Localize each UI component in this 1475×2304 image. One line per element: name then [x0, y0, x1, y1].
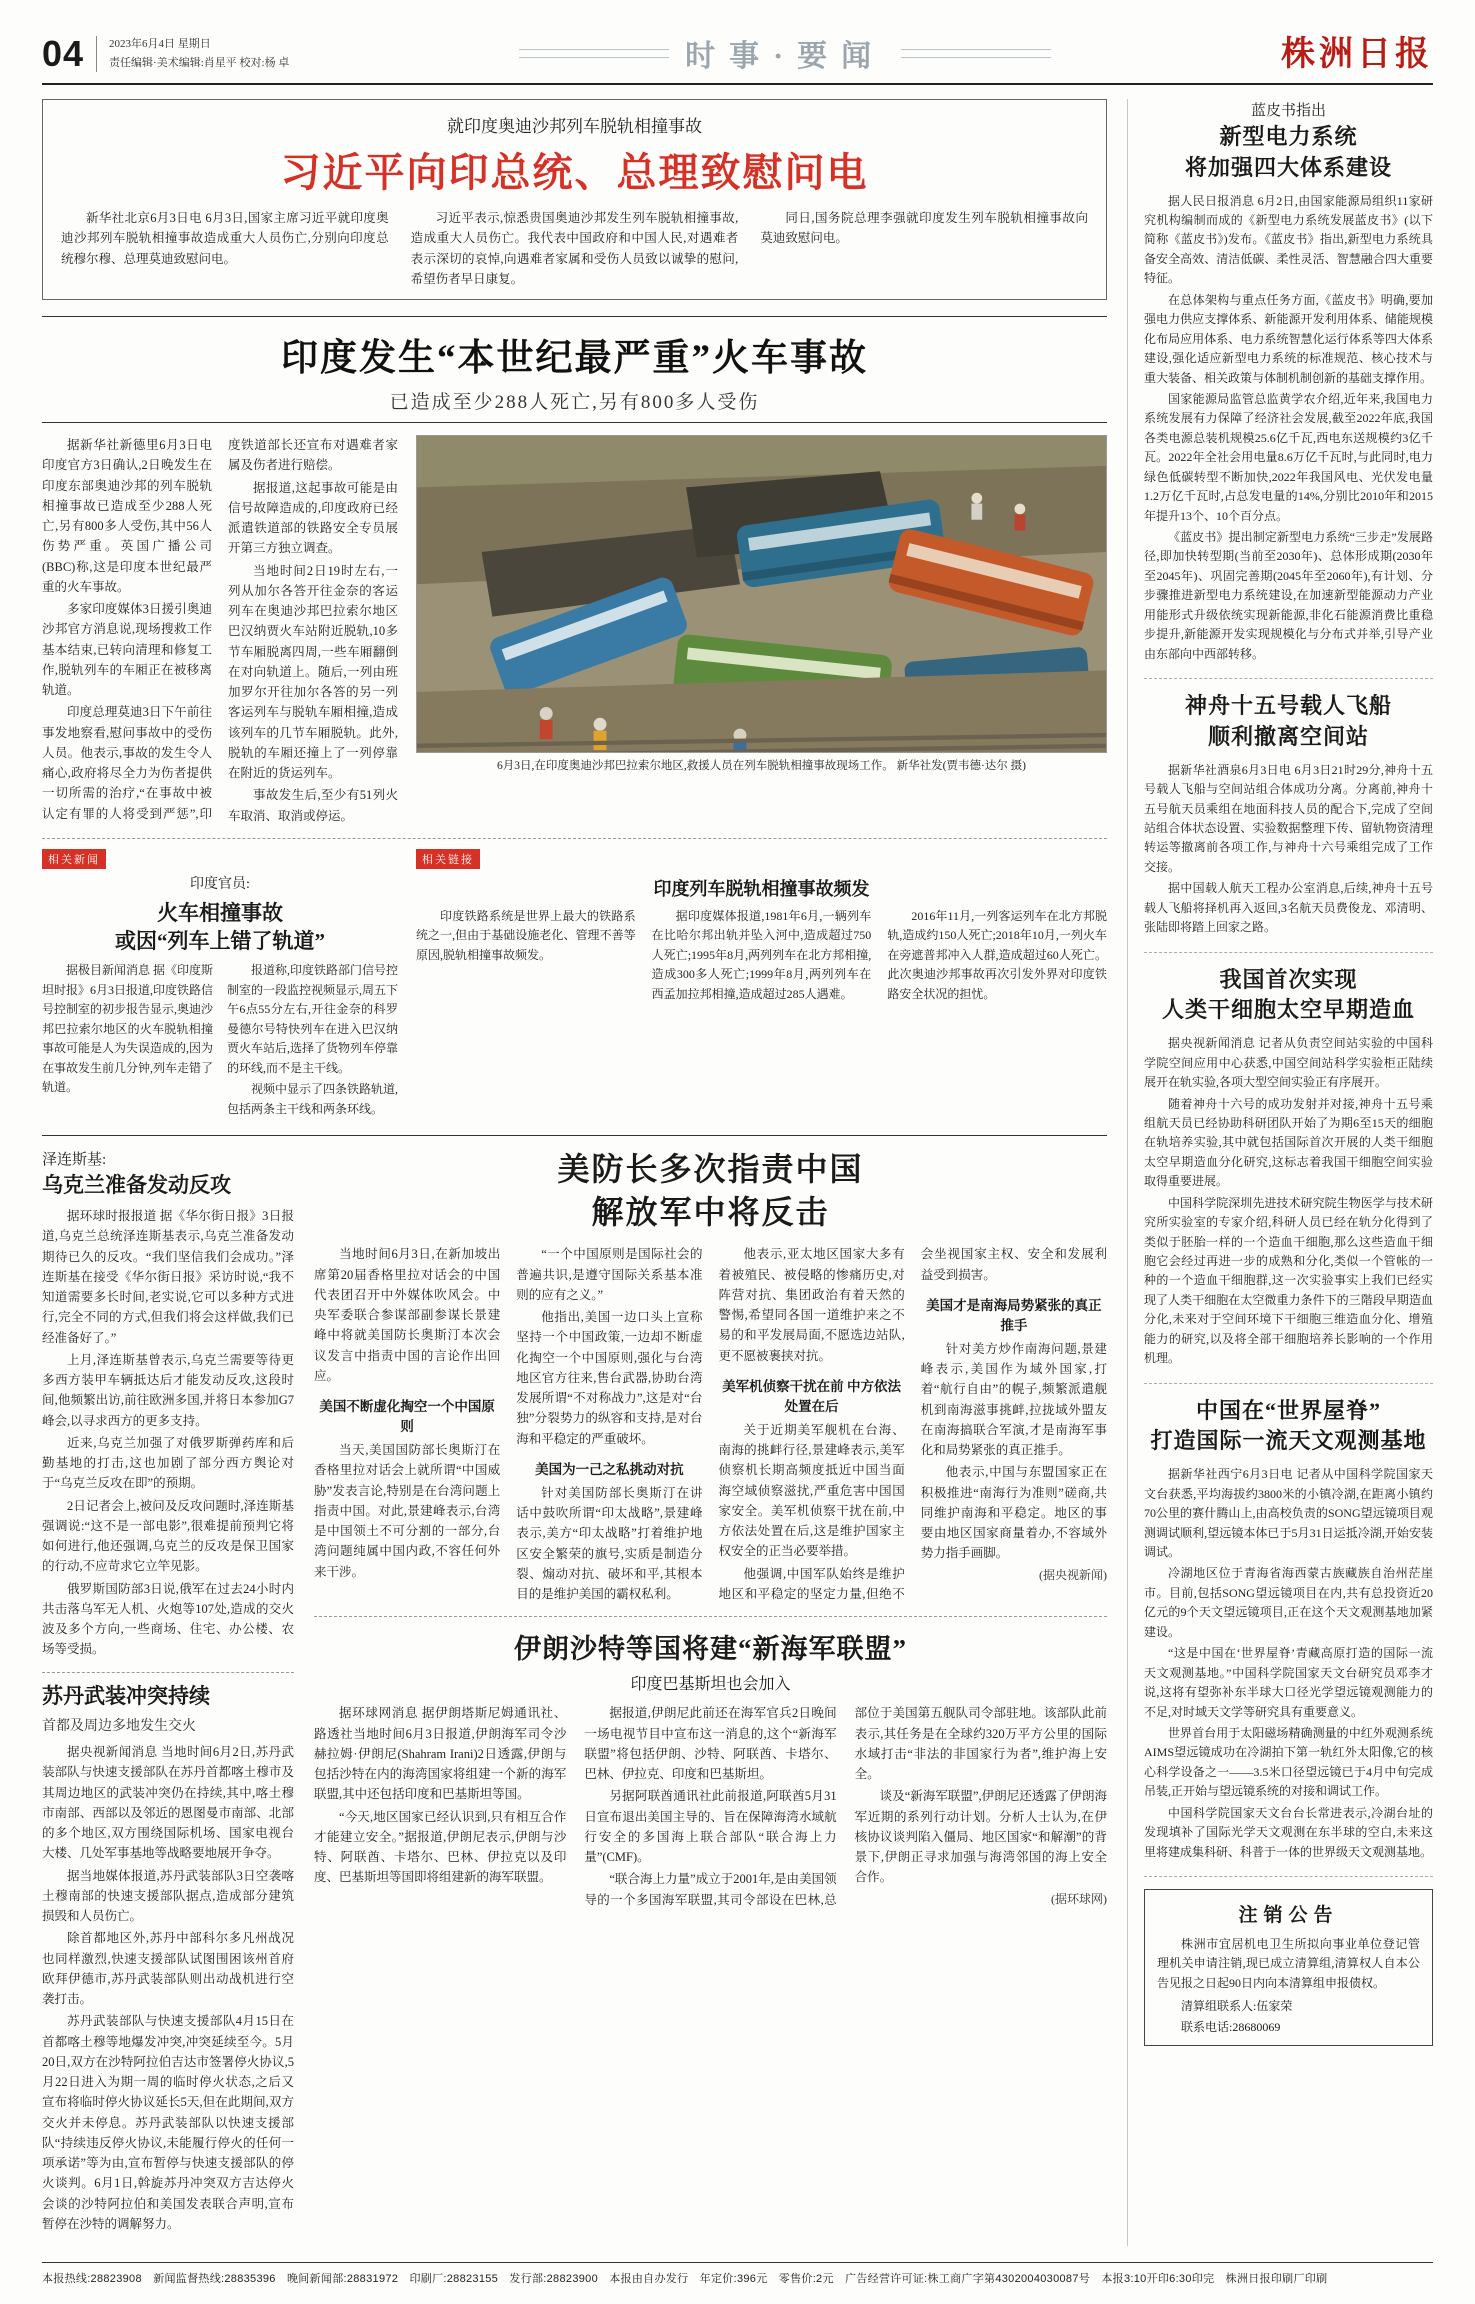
bluebook-paragraph: 据人民日报消息 6月2日,由国家能源局组织11家研究机构编制而成的《新型电力系统发展蓝皮书》(以下简称《蓝皮书》)发布。《蓝皮书》指出,新型电力系统具备安全高效、清洁低碳、柔性灵活、智慧融合四大重要特征。 — [1144, 193, 1433, 286]
sudan-paragraph: 据央视新闻消息 当地时间6月2日,苏丹武装部队与快速支援部队在苏丹首都喀土穆市及其周边地区的武装冲突仍在持续,其中,喀土穆市南部、西部以及邻近的恩图曼市南部、北部的多个地区,双方围绕国际机场、国家电视台大楼、几处军事基地等战略要地展开争夺。 — [42, 1745, 294, 1861]
notice-title: 注销公告 — [1238, 1905, 1339, 1926]
article-sudan — [42, 1683, 294, 2246]
train-wreck-photo — [416, 435, 1107, 753]
sudan-paragraph: 据当地媒体报道,苏丹武装部队3日空袭喀土穆南部的快速支援部队据点,造成部分建筑损毁和人员伤亡。 — [42, 1868, 294, 1924]
train-headline: 印度发生“本世纪最严重”火车事故 — [281, 338, 868, 379]
article-defense — [314, 1148, 1107, 1604]
sidebar-column — [1127, 99, 1433, 2246]
related-news-paragraph: 视频中显示了四条铁路轨道,包括两条主干线和两条环线。 — [227, 1082, 399, 1116]
bottom-center-column — [314, 1148, 1107, 2246]
related-news-headline: 火车相撞事故 或因“列车上错了轨道” — [115, 900, 325, 954]
section-title: 时事·要闻 — [519, 31, 1051, 75]
sudan-paragraph: 除首都地区外,苏丹中部科尔多凡州战况也同样激烈,快速支援部队试图围困该州首府欧拜伊德市,苏丹武装部队则出动战机进行空袭打击。 — [42, 1931, 294, 2007]
defense-crosshead: 美国为一己之私挑动对抗 — [535, 1461, 684, 1477]
article-condolence — [42, 99, 1107, 300]
stemcell-paragraph: 据央视新闻消息 记者从负责空间站实验的中国科学院空间应用中心获悉,中国空间站科学实验柜正陆续展开在轨实验,各项大型空间实验正有序展开。 — [1144, 1036, 1433, 1090]
related-news-paragraph: 报道称,印度铁路部门信号控制室的一段监控视频显示,周五下午6点55分左右,开往金奈的科罗曼德尔号特快列车在进入巴汉纳贾火车站后,选择了货物列车停靠的环线,而不是主干线。 — [227, 963, 399, 1075]
defense-crosshead: 美军机侦察干扰在前 中方依法处置在后 — [722, 1378, 902, 1414]
defense-crosshead: 美国才是南海局势紧张的真正推手 — [926, 1297, 1102, 1333]
condolence-paragraph: 新华社北京6月3日电 6月3日,国家主席习近平就印度奥迪沙邦列车脱轨相撞事故造成重大人员伤亡,分别向印度总统穆尔穆、总理莫迪致慰问电。 — [61, 211, 389, 266]
sudan-paragraph: 苏丹武装部队与快速支援部队4月15日在首都喀土穆等地爆发冲突,冲突延续至今。5月20日,双方在沙特阿拉伯吉达市签署停火协议,5月22日进入为期一周的临时停火状态,之后又宣布将临时停火协议延长5天,但在此期间,双方交火并未停息。苏丹武装部队以快速支援部队“持续违反停火协议,未能履行停火的任何一项承诺”等为由,宣布暂停与快速支援部队的停火谈判。6月1日,斡旋苏丹冲突双方吉达停火会谈的沙特阿拉伯和美国发表联合声明,宣布暂停在沙特的调解努力。 — [42, 2014, 294, 2231]
article-zelensky — [42, 1148, 294, 1673]
cancellation-notice — [1144, 1889, 1433, 2046]
navy-paragraph: 另据阿联酋通讯社此前报道,阿联酋5月31日宣布退出美国主导的、旨在保障海湾水域航行安全的多国海上联合部队“联合海上力量”(CMF)。 — [584, 1789, 837, 1865]
bluebook-headline: 新型电力系统 将加强四大体系建设 — [1184, 124, 1392, 180]
navy-credit: (据环球网) — [1050, 1891, 1107, 1906]
page-footer: 本报热线:28823908 新闻监督热线:28835396 晚间新闻部:28831972 印刷厂:28823155 发行部:28823900 本报由自办发行 年定价:396元 零售价:2元 广告经营许可证:株工商广字第4302004030087号 本报3:10开印6:30印完 株洲日报印刷厂印刷 — [42, 2262, 1433, 2286]
defense-paragraph: 针对美国防部长奥斯汀在讲话中鼓吹所谓“印太战略”,景建峰表示,美方“印太战略”打着维护地区安全繁荣的旗号,实质是制造分裂、煽动对抗、破坏和平,其根本目的是维护美国的霸权私利。 — [516, 1485, 703, 1602]
condolence-kicker: 就印度奥迪沙邦列车脱轨相撞事故 — [447, 117, 702, 136]
observatory-paragraph: 世界首台用于太阳磁场精确测量的中红外观测系统AIMS望远镜成功在冷湖拍下第一轨红外太阳像,它的核心科学设备之一——3.5米口径望远镜已于4月中旬完成吊装,正开始与望远镜系统的对接和调试工作。 — [1144, 1725, 1433, 1799]
zelensky-paragraph: 据环球时报报道 据《华尔街日报》3日报道,乌克兰总统泽连斯基表示,乌克兰准备发动期待已久的反攻。“我们坚信我们会成功。”泽连斯基在接受《华尔街日报》采访时说,“我不知道需要多长时间,老实说,它可以多种方式进行,完全不同的方式,但我们将会这样做,我们已经准备好了。” — [42, 1209, 294, 1345]
article-navy-alliance — [314, 1616, 1107, 1910]
article-shenzhou — [1144, 691, 1433, 953]
article-train-accident — [42, 316, 1107, 1119]
editors-line: 责任编辑·美术编辑:肖星平 校对:杨 卓 — [109, 57, 290, 69]
related-link-paragraph: 2016年11月,一列客运列车在北方邦脱轨,造成约150人死亡;2018年10月,一列火车在旁遮普邦冲入人群,造成超过60人死亡。此次奥迪沙邦事故再次引发外界对印度铁路安全状况的担忧。 — [887, 908, 1107, 1001]
zelensky-paragraph: 2日记者会上,被问及反攻问题时,泽连斯基强调说:“这不是一部电影”,很难提前预判它将如何进行,他还强调,乌克兰的反攻是保卫国家的行动,不应苛求它立竿见影。 — [42, 1498, 294, 1574]
train-paragraph: 印度总理莫迪3日下午前往事发地察看,慰问事故中的受伤人员。他表示,事故的发生令人痛心,政府将尽全力为伤者提供一切所需的治疗,“在事故中被认定有罪的人将受到严惩”,印度铁道部长还宣布对遇难者家属及伤者进行赔偿。 — [42, 438, 398, 821]
zelensky-kicker: 泽连斯基: — [42, 1151, 107, 1168]
article-observatory — [1144, 1396, 1433, 1877]
zelensky-paragraph: 俄罗斯国防部3日说,俄军在过去24小时内共击落乌军无人机、火炮等107处,造成的交火波及多个方向,一些商场、住宅、办公楼、农场等受损。 — [42, 1581, 294, 1657]
related-link-label: 相关链接 — [416, 849, 480, 869]
condolence-paragraph: 同日,国务院总理李强就印度发生列车脱轨相撞事故向莫迪致慰问电。 — [760, 211, 1088, 246]
notice-phone: 联系电话:28680069 — [1181, 2020, 1281, 2035]
defense-crosshead: 美国不断虚化掏空一个中国原则 — [319, 1399, 495, 1435]
zelensky-paragraph: 近来,乌克兰加强了对俄罗斯弹药库和后勤基地的打击,这也加剧了部分西方舆论对于“乌克兰反攻在即”的预期。 — [42, 1435, 294, 1491]
train-paragraph: 事故发生后,至少有51列火车取消、取消或停运。 — [228, 788, 398, 823]
bottom-left-column — [42, 1148, 294, 2246]
defense-paragraph: 他表示,亚太地区国家大多有着被殖民、被侵略的惨痛历史,对阵营对抗、集团政治有着天然的警惕,希望同各国一道维护来之不易的和平发展局面,不愿选边站队,更不愿被裹挟对抗。 — [718, 1247, 905, 1363]
defense-intro: 当地时间6月3日,在新加坡出席第20届香格里拉对话会的中国代表团召开中外媒体吹风会。中央军委联合参谋部副参谋长景建峰中将就美国防长奥斯汀本次会议发言中指责中国的言论作出回应。 — [314, 1247, 501, 1383]
bluebook-paragraph: 《蓝皮书》提出制定新型电力系统“三步走”发展路径,即加快转型期(当前至2030年)、总体形成期(2030年至2045年)、巩固完善期(2045年至2060年),有计划、分步骤推进新型电力系统建设,在加速新型能源动力产业用能形式升级依统实现新能源,非化石能源消费比重稳步提升,新能源开发实现规模化与分布式并举,引导产业由东部向中西部转移。 — [1144, 530, 1433, 661]
main-column — [42, 99, 1107, 2246]
page-header — [42, 26, 1433, 85]
related-link-paragraph: 据印度媒体报道,1981年6月,一辆列车在比哈尔邦出轨并坠入河中,造成超过750人死亡;1995年8月,两列列车在北方邦相撞,造成300多人死亡;1999年8月,两列列车在西孟加拉邦相撞,造成超过285人遇难。 — [651, 908, 872, 1001]
shenzhou-headline: 神舟十五号载人飞船 顺利撤离空间站 — [1184, 693, 1392, 749]
shenzhou-paragraph: 据中国载人航天工程办公室消息,后续,神舟十五号载人飞船将择机再入返回,3名航天员费俊龙、邓清明、张陆即将踏上回家之路。 — [1144, 881, 1433, 935]
shenzhou-paragraph: 据新华社酒泉6月3日电 6月3日21时29分,神舟十五号载人飞船与空间站组合体成功分离。分离前,神舟十五号航天员乘组在地面科技人员的配合下,完成了空间站组合体状态设置、实验数据整理下传、留轨物资清理转运等撤离前各项工作,与神舟十六号乘组完成了工作交接。 — [1144, 762, 1433, 874]
zelensky-headline: 乌克兰准备发动反攻 — [42, 1172, 231, 1197]
issue-date: 2023年6月4日 星期日 — [109, 38, 211, 51]
train-paragraph: 当地时间2日19时左右,一列从加尔各答开往金奈的客运列车在奥迪沙邦巴拉索尔地区巴汉纳贾火车站附近脱轨,10多节车厢脱离四周,一些车厢翻倒在对向轨道上。随后,一列由班加罗尔开往加尔各答的另一列客运列车与脱轨车厢相撞,造成该列车的几节车厢脱轨。此外,脱轨的车厢还撞上了一列停靠在附近的货运列车。 — [228, 563, 398, 780]
bluebook-paragraph: 在总体架构与重点任务方面,《蓝皮书》明确,要加强电力供应支撑体系、新能源开发利用体系、储能规模化布局应用体系、电力系统智慧化运行体系等四大体系建设,强化适应新型电力系统的标准规范、核心技术与重大装备、相关政策与体制机制创新的基础支撑作用。 — [1144, 292, 1433, 385]
defense-paragraph: “一个中国原则是国际社会的普遍共识,是遵守国际关系基本准则的应有之义。” — [516, 1247, 703, 1302]
defense-paragraph: 他强调,中国军队始终是维护地区和平稳定的坚定力量,但绝不会坐视国家主权、安全和发展利益受到损害。 — [718, 1247, 1107, 1601]
zelensky-paragraph: 上月,泽连斯基曾表示,乌克兰需要等待更多西方装甲车辆抵达后才能发动反攻,这段时间,他频繁出访,前往欧洲多国,并将日本参加G7峰会,以寻求西方的更多支持。 — [42, 1352, 294, 1428]
observatory-paragraph: “这是中国在‘世界屋脊’青藏高原打造的国际一流天文观测基地。”中国科学院国家天文台研究员邓李才说,这将有望弥补东半球大口径光学望远镜观测能力的不足,对时域天文学等研究具有重要意义。 — [1144, 1646, 1433, 1719]
defense-paragraph: 关于近期美军舰机在台海、南海的挑衅行径,景建峰表示,美军侦察机长期高频度抵近中国当面海空域侦察滋扰,严重危害中国国家安全。美军机侦察干扰在前,中方依法处置在后,这是维护国家主权安全的正当必要举措。 — [718, 1422, 905, 1559]
related-news-box — [42, 849, 398, 1119]
bluebook-paragraph: 国家能源局监管总监黄学农介绍,近年来,我国电力系统发展有力保障了经济社会发展,截至2022年底,我国各类电源总装机规模25.6亿千瓦,西电东送规模约3亿千瓦。2022年全社会用电量8.6万亿千瓦时,与此同时,电力绿色低碳转型不断加快,2022年我国风电、光伏发电量1.2万亿千瓦时,占总发电量的14%,分别比2010年和2015年提升13个、10个百分点。 — [1144, 391, 1433, 523]
article-stemcell — [1144, 965, 1433, 1384]
train-subhead: 已造成至少288人死亡,另有800多人受伤 — [389, 392, 760, 413]
defense-paragraph: 他表示,中国与东盟国家正在积极推进“南海行为准则”磋商,共同维护南海和平稳定。地区的事要由地区国家商量着办,不容域外势力指手画脚。 — [920, 1465, 1107, 1561]
page-number: 04 — [42, 33, 85, 74]
related-news-label: 相关新闻 — [42, 849, 106, 869]
observatory-paragraph: 中国科学院国家天文台台长常进表示,冷湖台址的发现填补了国际光学天文观测在东半球的空白,未来这里将建成集科研、科普于一体的世界级天文观测基地。 — [1144, 1805, 1433, 1859]
related-news-kicker: 印度官员: — [190, 876, 250, 892]
header-divider — [96, 36, 97, 72]
notice-paragraph: 株洲市宜居机电卫生所拟向事业单位登记管理机关申请注销,现已成立清算组,清算权人自本公告见报之日起90日内向本清算组申报债权。 — [1157, 1937, 1420, 1990]
defense-paragraph: 他指出,美国一边口头上宣称坚持一个中国政策,一边却不断虚化掏空一个中国原则,强化与台湾地区官方往来,售台武器,协助台湾发展所谓“不对称战力”,这是对“台独”分裂势力的纵容和支持,是对台海和平稳定的严重破坏。 — [516, 1310, 703, 1446]
navy-subhead: 印度巴基斯坦也会加入 — [630, 1676, 791, 1694]
sudan-headline: 苏丹武装冲突持续 — [42, 1683, 210, 1708]
newspaper-masthead: 株洲日报 — [1281, 36, 1433, 73]
navy-paragraph: “今天,地区国家已经认识到,只有相互合作才能建立安全。”据报道,伊朗尼表示,伊朗与沙特、阿联酋、卡塔尔、巴林、伊拉克以及印度、巴基斯坦等国即将组建新的海军联盟。 — [314, 1809, 567, 1885]
condolence-headline: 习近平向印总统、总理致慰问电 — [280, 150, 869, 195]
observatory-headline: 中国在“世界屋脊” 打造国际一流天文观测基地 — [1150, 1397, 1427, 1454]
navy-headline: 伊朗沙特等国将建“新海军联盟” — [514, 1634, 907, 1665]
condolence-paragraph: 习近平表示,惊悉贵国奥迪沙邦发生列车脱轨相撞事故,造成重大人员伤亡。我代表中国政府和中国人民,对遇难者表示深切的哀悼,向遇难者家属和受伤人员致以诚挚的慰问,希望伤者早日康复。 — [410, 211, 739, 286]
observatory-paragraph: 冷湖地区位于青海省海西蒙古族藏族自治州茫崖市。目前,包括SONG望远镜项目在内,共有总投资近20亿元的9个天文望远镜项目,正在这个天文观测基地加紧建设。 — [1144, 1566, 1433, 1639]
related-link-box — [416, 849, 1107, 1119]
navy-paragraph: 据报道,伊朗尼此前还在海军官兵2日晚间一场电视节目中宣布这一消息的,这个“新海军联盟”将包括伊朗、沙特、阿联酋、卡塔尔、巴林、伊拉克、印度和巴基斯坦。 — [584, 1706, 837, 1782]
defense-headline: 美防长多次指责中国 解放军中将反击 — [557, 1150, 864, 1231]
stemcell-paragraph: 随着神舟十六号的成功发射并对接,神舟十五号乘组航天员已经协助科研团队开始了为期6至15天的细胞在轨培养实验,其中就包括国际首次开展的人类干细胞太空早期造血分化研究,这标志着我国干细胞空间实验取得重要进展。 — [1144, 1096, 1433, 1189]
observatory-paragraph: 据新华社西宁6月3日电 记者从中国科学院国家天文台获悉,平均海拔约3800米的小镇冷湖,在距离小镇约70公里的赛什腾山上,由高校负责的SONG望远镜项目观测调试顺利,望远镜本体已于5月31日运抵冷湖,开始安装调试。 — [1144, 1467, 1433, 1559]
train-paragraph: 多家印度媒体3日援引奥迪沙邦官方消息说,现场搜救工作基本结束,已转向清理和修复工作,脱轨列车的车厢正在被移离轨道。 — [42, 602, 212, 697]
navy-paragraph: “联合海上力量”成立于2001年,是由美国领导的一个多国海军联盟,其司令部设在巴林,总部位于美国第五舰队司令部驻地。该部队此前表示,其任务是在全球约320万平方公里的国际水域打击“非法的非国家行为者”,维护海上安全。 — [584, 1706, 1107, 1907]
navy-paragraph: 谈及“新海军联盟”,伊朗尼还透露了伊朗海军近期的系列行动计划。分析人士认为,在伊核协议谈判陷入僵局、地区国家“和解潮”的背景下,伊朗正寻求加强与海湾邻国的海上安全合作。 — [854, 1789, 1107, 1885]
train-paragraph: 据新华社新德里6月3日电 印度官方3日确认,2日晚发生在印度东部奥迪沙邦的列车脱轨相撞事故已造成至少288人死亡,另有800多人受伤,其中56人伤势严重。英国广播公司(BBC)称,这是印度本世纪最严重的火车事故。 — [42, 438, 212, 594]
related-link-paragraph: 印度铁路系统是世界上最大的铁路系统之一,但由于基础设施老化、管理不善等原因,脱轨相撞事故频发。 — [416, 908, 636, 962]
sudan-subhead: 首都及周边多地发生交火 — [42, 1719, 196, 1735]
stemcell-headline: 我国首次实现 人类干细胞太空早期造血 — [1161, 966, 1415, 1023]
defense-credit: (据央视新闻) — [1039, 1567, 1107, 1582]
bluebook-kicker: 蓝皮书指出 — [1250, 103, 1326, 119]
article-bluebook — [1144, 99, 1433, 679]
defense-paragraph: 当天,美国国防部长奥斯汀在香格里拉对话会上就所谓“中国威胁”发表言论,特别是在台湾问题上指责中国。对此,景建峰表示,台湾是中国领土不可分割的一部分,台湾问题纯属中国内政,不容任何外来干涉。 — [314, 1443, 501, 1579]
navy-paragraph: 据环球网消息 据伊朗塔斯尼姆通讯社、路透社当地时间6月3日报道,伊朗海军司令沙赫拉姆·伊朗尼(Shahram Irani)2日透露,伊朗与包括沙特在内的海湾国家将组建一个新的海军联盟,其中还包括印度和巴基斯坦等国。 — [314, 1706, 567, 1802]
train-paragraph: 据报道,这起事故可能是由信号故障造成的,印度政府已经派遣铁道部的铁路安全专员展开第三方独立调查。 — [228, 480, 398, 556]
photo-credit: 新华社发(贾韦德·达尔 摄) — [896, 760, 1026, 772]
related-news-paragraph: 据极目新闻消息 据《印度斯坦时报》6月3日报道,印度铁路信号控制室的初步报告显示,奥迪沙邦巴拉索尔地区的火车脱轨相撞事故可能是人为失误造成的,因为在事故发生前几分钟,列车走错了轨道。 — [42, 963, 214, 1095]
stemcell-paragraph: 中国科学院深圳先进技术研究院生物医学与技术研究所实验室的专家介绍,科研人员已经在轨分化得到了类似于胚胎一样的一个造血干细胞,那么这些造血干细胞它会经过再进一步的成熟和分化,类似一个管帐的一种的一个造血干细胞群,这一次实验事实上我们已经实现了人类干细胞在太空微重力条件下的三階段早期造血分化,未来对于空间环境下干细胞三维造血分化、增殖能力的研究,以及将全部干细胞培养长影响的一个作用机理。 — [1144, 1195, 1433, 1366]
notice-contact: 清算组联系人:伍家荣 — [1181, 1999, 1293, 2014]
photo-caption: 6月3日,在印度奥迪沙邦巴拉索尔地区,救援人员在列车脱轨相撞事故现场工作。 新华社发(贾韦德·达尔 摄) — [497, 760, 1026, 772]
defense-paragraph: 针对美方炒作南海问题,景建峰表示,美国作为域外国家,打着“航行自由”的幌子,频繁派遣舰机到南海滋事挑衅,拉拢域外盟友在南海搞联合军演,才是南海军事化和局势紧张的真正推手。 — [920, 1341, 1107, 1458]
related-link-headline: 印度列车脱轨相撞事故频发 — [653, 878, 870, 899]
